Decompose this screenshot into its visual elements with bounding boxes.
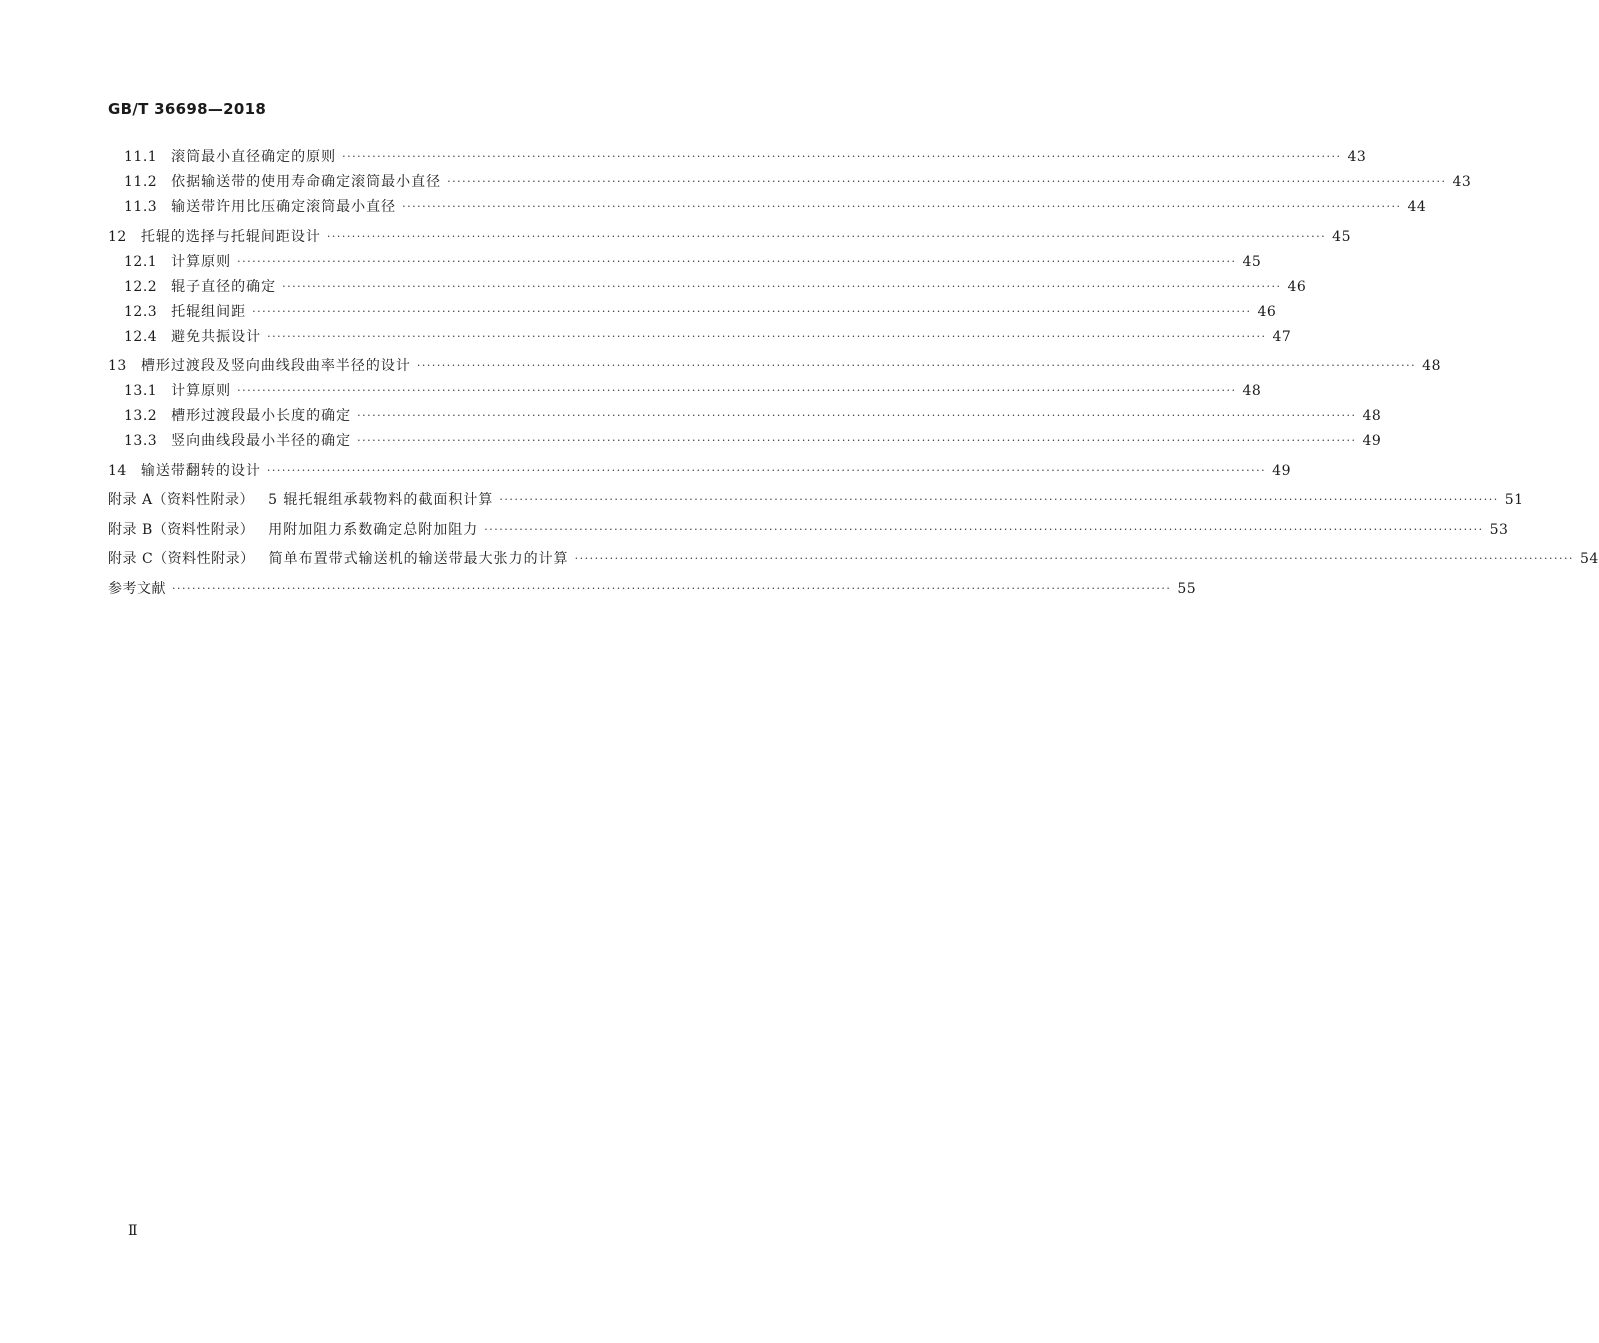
toc-entry[interactable] [108,192,1427,217]
toc-entry-number: 11.1 [124,149,158,165]
toc-entry-number: 11.2 [124,174,158,190]
toc-entry[interactable] [108,217,1351,247]
toc-entry[interactable] [108,167,1472,192]
toc-entry-page: 49 [1272,462,1291,479]
toc-entry-title: 简单布置带式输送机的输送带最大张力的计算 [268,551,569,567]
toc-entry-number: 附录 C（资料性附录） [108,551,255,567]
toc-entry-page: 53 [1489,521,1509,538]
toc-entry-number: 13 [108,358,127,374]
toc-entry-title: 辊子直径的确定 [171,278,277,295]
document-code-header: GB/T 36698—2018 [108,100,267,118]
toc-entry-number: 11.3 [124,199,158,215]
toc-entry[interactable] [108,297,1277,322]
toc-entry[interactable] [108,426,1382,451]
toc-entry-page: 51 [1504,492,1524,508]
dot-leader: ········································································································································································································ [326,229,1327,243]
toc-entry-page: 55 [1177,580,1197,597]
toc-entry-page: 49 [1362,433,1382,449]
page-number-footer: Ⅱ [128,1223,138,1239]
table-of-contents [108,142,1599,599]
toc-entry-number: 12.3 [124,303,158,320]
toc-entry-title: 5 辊托辊组承载物料的截面积计算 [268,492,494,508]
toc-entry-title: 托辊的选择与托辊间距设计 [140,228,321,245]
toc-entry-title: 避免共振设计 [171,328,262,345]
toc-entry-page: 43 [1347,149,1367,165]
toc-entry[interactable] [108,347,1441,377]
toc-entry-number: 13.3 [124,433,158,449]
dot-leader: ········································································································································································································ [357,434,1357,447]
toc-entry-page: 54 [1580,551,1599,567]
toc-entry[interactable] [108,142,1367,167]
toc-entry-number: 附录 B（资料性附录） [108,521,255,538]
toc-entry[interactable] [108,272,1307,297]
toc-entry-number: 12.2 [124,278,158,295]
toc-entry-page: 46 [1287,278,1307,295]
toc-entry-page: 43 [1452,174,1472,190]
dot-leader: ········································································································································································································ [416,359,1417,372]
toc-entry-title: 依据输送带的使用寿命确定滚筒最小直径 [171,174,442,190]
toc-entry[interactable] [108,376,1262,401]
toc-entry-number: 12 [108,228,127,245]
dot-leader: ········································································································································································································ [237,384,1237,397]
toc-entry-page: 44 [1407,199,1427,215]
toc-entry-title: 槽形过渡段及竖向曲线段曲率半径的设计 [140,358,411,374]
toc-entry[interactable] [108,481,1524,511]
toc-entry-number: 13.1 [124,383,158,399]
dot-leader: ········································································································································································································ [402,200,1402,213]
toc-entry[interactable] [108,510,1509,540]
toc-entry[interactable] [108,451,1291,481]
dot-leader: ········································································································································································································ [447,175,1447,188]
dot-leader: ········································································································································································································ [484,522,1484,536]
toc-entry[interactable] [108,569,1197,599]
toc-entry-title: 输送带翻转的设计 [140,462,261,479]
toc-entry-title: 竖向曲线段最小半径的确定 [171,433,352,449]
toc-entry-page: 48 [1242,383,1262,399]
toc-entry[interactable] [108,247,1262,272]
toc-entry-title: 滚筒最小直径确定的原则 [171,149,337,165]
toc-entry-number: 12.4 [124,328,158,345]
toc-entry-title: 计算原则 [171,383,232,399]
toc-entry-page: 45 [1332,228,1351,245]
dot-leader: ········································································································································································································ [267,329,1267,343]
toc-entry-page: 45 [1242,253,1262,270]
dot-leader: ········································································································································································································ [282,279,1282,293]
toc-entry[interactable] [108,401,1382,426]
toc-entry-page: 48 [1422,358,1441,374]
dot-leader: ········································································································································································································ [172,581,1172,595]
dot-leader: ········································································································································································································ [342,150,1342,163]
dot-leader: ········································································································································································································ [252,304,1252,318]
dot-leader: ········································································································································································································ [266,463,1267,477]
toc-entry-title: 用附加阻力系数确定总附加阻力 [268,521,479,538]
dot-leader: ········································································································································································································ [357,409,1357,422]
dot-leader: ········································································································································································································ [499,493,1499,506]
toc-entry-title: 输送带许用比压确定滚筒最小直径 [171,199,397,215]
toc-entry-number: 附录 A（资料性附录） [108,492,255,508]
toc-entry-title: 计算原则 [171,253,232,270]
toc-entry-number: 14 [108,462,127,479]
dot-leader: ········································································································································································································ [237,254,1237,268]
toc-entry-title: 槽形过渡段最小长度的确定 [171,408,352,424]
toc-entry[interactable] [108,540,1599,570]
toc-entry-title: 托辊组间距 [171,303,247,320]
toc-entry-number: 13.2 [124,408,158,424]
dot-leader: ········································································································································································································ [574,552,1574,565]
toc-entry-page: 47 [1272,328,1292,345]
toc-entry[interactable] [108,322,1292,347]
toc-entry-number: 参考文献 [108,580,166,597]
toc-entry-page: 46 [1257,303,1277,320]
toc-entry-page: 48 [1362,408,1382,424]
toc-entry-number: 12.1 [124,253,158,270]
